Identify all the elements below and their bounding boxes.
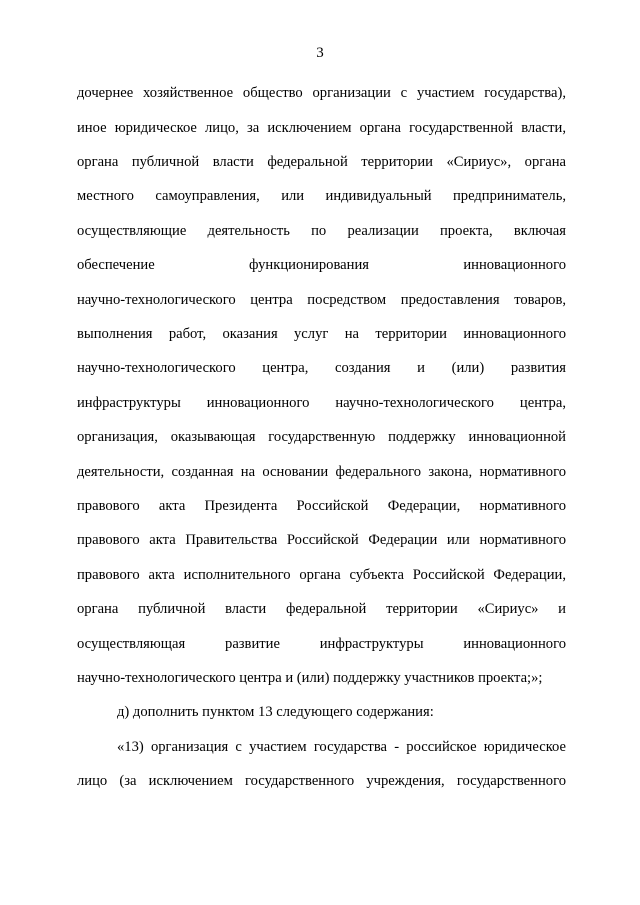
text-line: обеспечение функционирования инновационного <box>77 257 566 273</box>
text-line: «13) организация с участием государства - российское юридическое <box>117 739 566 755</box>
text-line: лицо (за исключением государственного учреждения, государственного <box>77 773 566 789</box>
page-number: 3 <box>316 45 324 61</box>
text-line: дочернее хозяйственное общество организации с участием государства), <box>77 85 566 101</box>
text-line: осуществляющие деятельность по реализации проекта, включая <box>77 223 566 239</box>
text-line: осуществляющая развитие инфраструктуры инновационного <box>77 636 566 652</box>
text-line: выполнения работ, оказания услуг на территории инновационного <box>77 326 566 342</box>
text-line: научно-технологического центра, создания и (или) развития <box>77 360 566 376</box>
text-line: правового акта Правительства Российской Федерации или нормативного <box>77 532 566 548</box>
text-line: научно-технологического центра посредством предоставления товаров, <box>77 292 566 308</box>
text-line: деятельности, созданная на основании федерального закона, нормативного <box>77 464 566 480</box>
text-line: местного самоуправления, или индивидуальный предприниматель, <box>77 188 566 204</box>
text-line: научно-технологического центра и (или) поддержку участников проекта;»; <box>77 670 543 686</box>
text-line: организация, оказывающая государственную поддержку инновационной <box>77 429 566 445</box>
text-line: инфраструктуры инновационного научно-технологического центра, <box>77 395 566 411</box>
text-line: д) дополнить пунктом 13 следующего содержания: <box>117 704 434 720</box>
text-line: правового акта Президента Российской Федерации, нормативного <box>77 498 566 514</box>
text-line: органа публичной власти федеральной территории «Сириус», органа <box>77 154 566 170</box>
text-line: органа публичной власти федеральной территории «Сириус» и <box>77 601 566 617</box>
text-line: правового акта исполнительного органа субъекта Российской Федерации, <box>77 567 566 583</box>
text-line: иное юридическое лицо, за исключением органа государственной власти, <box>77 120 566 136</box>
